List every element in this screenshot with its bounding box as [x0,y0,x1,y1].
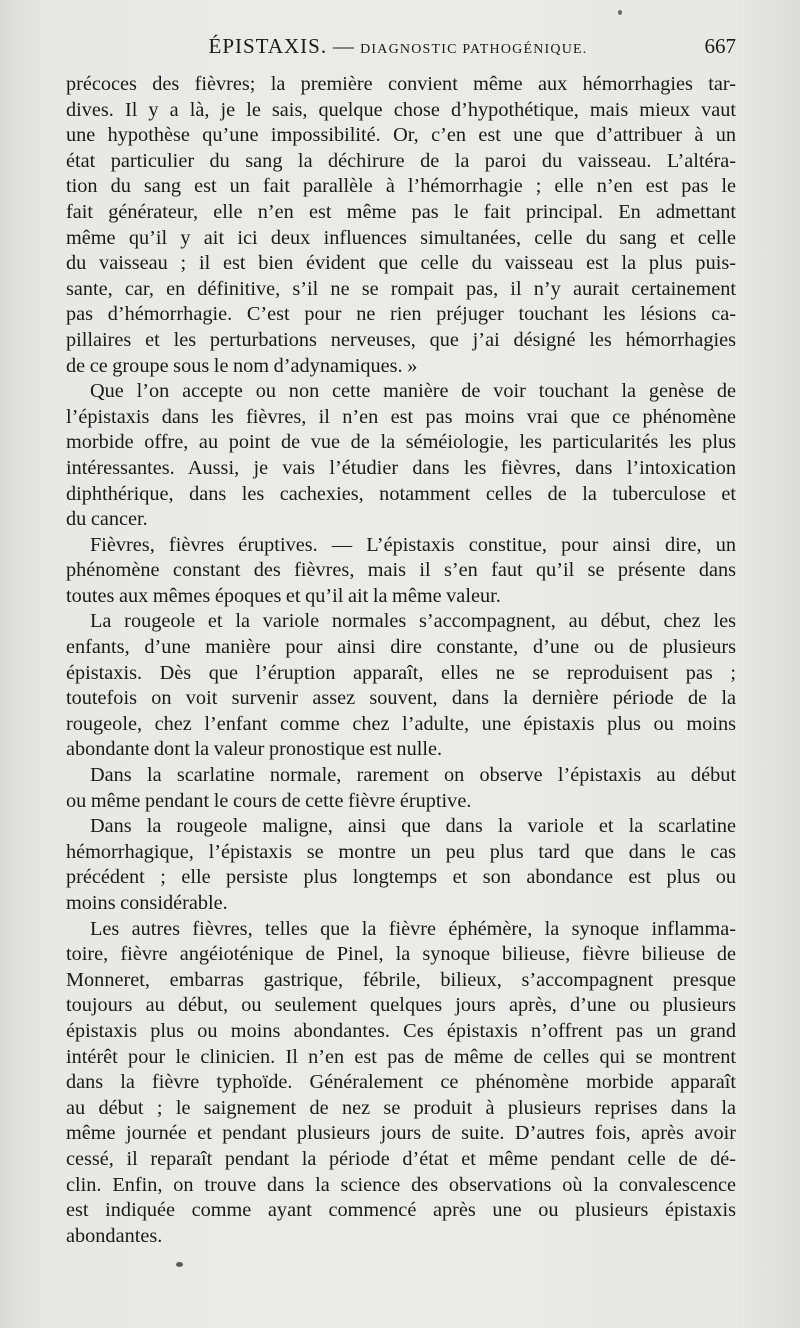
text-line: état particulier du sang la déchirure de la paroi du vaisseau. L’altéra- [66,149,736,172]
text-line: toutes aux mêmes époques et qu’il ait la même valeur. [66,584,501,607]
text-line: fait générateur, elle n’en est même pas le fait principal. En admettant [66,200,736,223]
text-line: diphthérique, dans les cachexies, notamment celles de la tuberculose et [66,482,736,505]
text-line: toutefois on voit survenir assez souvent, dans la dernière période de la [66,687,736,710]
text-line: hémorrhagique, l’épistaxis se montre un peu plus tard que dans le cas [66,840,736,863]
text-line: moins considérable. [66,892,228,914]
text-line: l’épistaxis dans les fièvres, il n’en est pas moins vrai que ce phénomène [66,405,736,428]
text-line: Monneret, embarras gastrique, fébrile, bilieux, s’accompagnent presque [66,968,736,991]
text-line: Les autres fièvres, telles que la fièvre éphémère, la synoque inflamma- [90,917,736,940]
text-line: abondante dont la valeur pronostique est nulle. [66,738,443,761]
text-line: épistaxis. Dès que l’éruption apparaît, elles ne se reproduisent pas ; [66,661,736,684]
text-line: précoces des fièvres; la première convient même aux hémorrhagies tar- [66,73,736,95]
body-text [66,72,736,1249]
text-line: intéressantes. Aussi, je vais l’étudier dans les fièvres, dans l’intoxication [66,456,736,479]
text-line: abondantes. [66,1224,163,1247]
text-line: tion du sang est un fait parallèle à l’hémorrhagie ; elle n’en est pas le [66,175,736,198]
running-title [60,34,736,59]
text-line: du cancer. [66,508,148,531]
text-line: ou même pendant le cours de cette fièvre éruptive. [66,789,472,812]
text-line: Fièvres, fièvres éruptives. — L’épistaxis constitue, pour ainsi dire, un [90,533,736,556]
running-title-main: ÉPISTAXIS. [208,34,328,58]
text-line: morbide offre, au point de vue de la séméiologie, les particularités les plus [66,431,736,454]
text-line: est indiquée comme ayant commencé après une ou plusieurs épistaxis [66,1199,736,1222]
running-title-sub: DIAGNOSTIC PATHOGÉNIQUE. [360,42,588,57]
text-line: Que l’on accepte ou non cette manière de voir touchant la genèse de [90,380,736,403]
text-line: Dans la scarlatine normale, rarement on observe l’épistaxis au début [90,764,736,787]
text-line: toire, fièvre angéioténique de Pinel, la synoque bilieuse, fièvre bilieuse de [66,943,736,966]
text-line: enfants, d’une manière pour ainsi dire constante, d’une ou de plusieurs [66,636,736,659]
text-line: Dans la rougeole maligne, ainsi que dans la variole et la scarlatine [90,815,736,838]
text-line: du vaisseau ; il est bien évident que celle du vaisseau est la plus puis- [66,252,736,275]
ink-speck [618,10,622,15]
text-line: au début ; le saignement de nez se produit à plusieurs reprises dans la [66,1096,736,1119]
text-line: pillaires et les perturbations nerveuses, que j’ai désigné les hémorrhagies [66,328,736,351]
text-line: pas d’hémorrhagie. C’est pour ne rien préjuger touchant les lésions ca- [66,303,736,326]
text-line: de ce groupe sous le nom d’adynamiques. » [66,354,418,377]
text-line: phénomène constant des fièvres, mais il s’en faut qu’il se présente dans [66,559,736,582]
page-number: 667 [704,34,736,58]
text-line: rougeole, chez l’enfant comme chez l’adulte, une épistaxis plus ou moins [66,712,736,735]
text-line: sante, car, en définitive, s’il ne se rompait pas, il n’y aurait certainement [66,277,736,300]
text-line: une hypothèse qu’une impossibilité. Or, c’en est une que d’attribuer à un [66,124,736,147]
text-line: épistaxis plus ou moins abondantes. Ces épistaxis n’offrent pas un grand [66,1019,736,1042]
text-line: clin. Enfin, on trouve dans la science des observations où la convalescence [66,1173,736,1196]
text-line: même qu’il y ait ici deux influences simultanées, celle du sang et celle [66,226,736,249]
text-line: précédent ; elle persiste plus longtemps et son abondance est plus ou [66,866,736,889]
text-line: dans la fièvre typhoïde. Généralement ce phénomène morbide apparaît [66,1071,736,1094]
ink-speck [176,1262,183,1267]
text-line: dives. Il y a là, je le sais, quelque chose d’hypothétique, mais mieux vaut [66,98,736,121]
running-title-dash: — [332,34,355,58]
text-line: toujours au début, ou seulement quelques jours après, d’une ou plusieurs [66,994,736,1017]
text-line: même journée et pendant plusieurs jours de suite. D’autres fois, après avoir [66,1122,736,1145]
text-line: intérêt pour le clinicien. Il n’en est pas de même de celles qui se montrent [66,1045,736,1068]
running-header [60,34,736,68]
text-line: cessé, il reparaît pendant la période d’état et même pendant celle de dé- [66,1147,736,1170]
text-line: La rougeole et la variole normales s’accompagnent, au début, chez les [90,610,736,633]
